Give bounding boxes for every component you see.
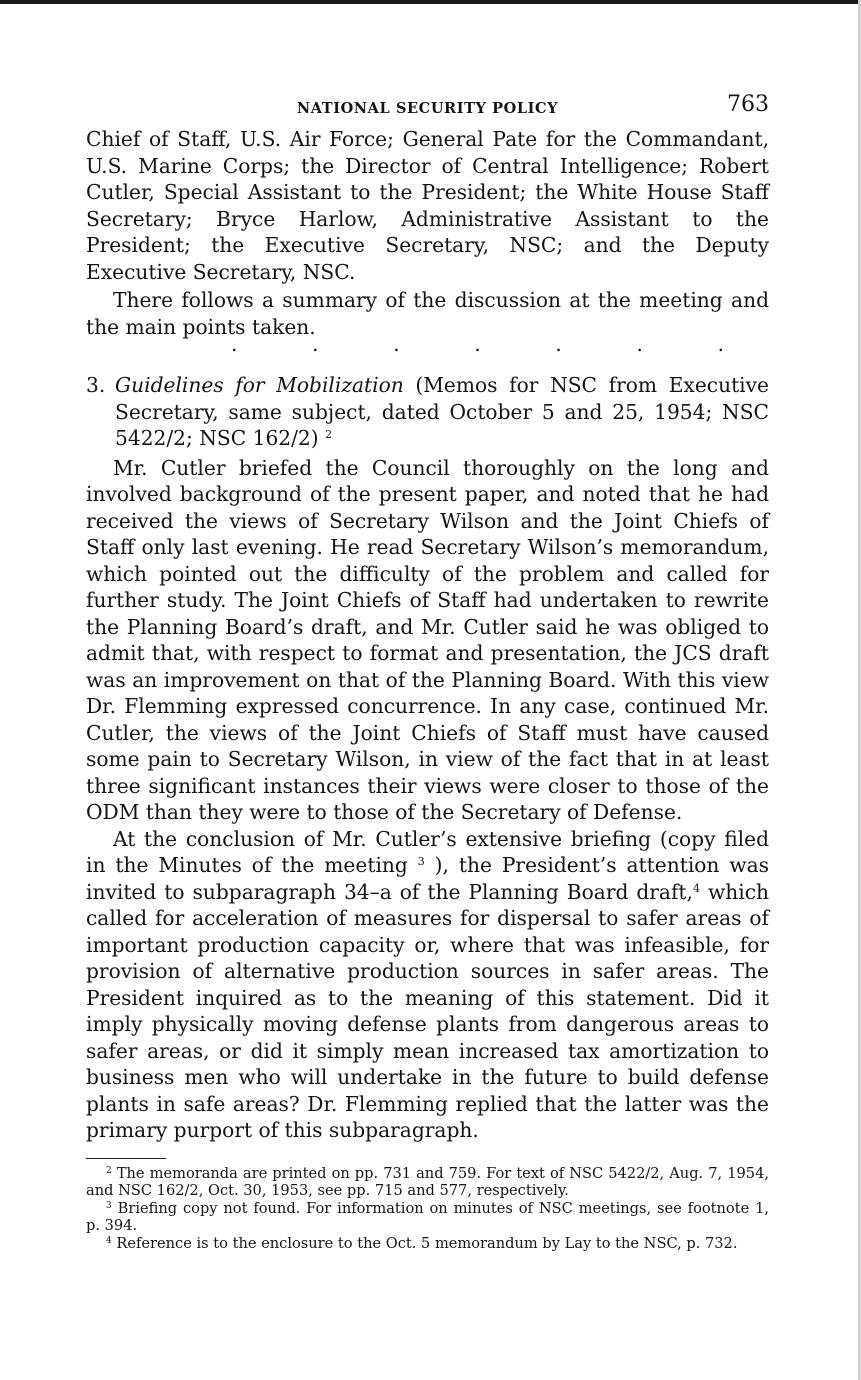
paragraph-text-part: which called for acceleration of measures for dispersal to safer areas of important production capacity or, where that was infeasible, for provision of alternative production sources in safer areas. The President inquired as to the meaning of this statement. Did it imply physically moving defense plants from dangerous areas to safer areas, or did it simply mean increased tax amortization to business men who will undertake in the future to build defense plants in safe areas? Dr. Flemming replied that the latter was the primary purport of this subparagraph. bbox=[86, 879, 769, 1142]
footnote-ref-3: 3 bbox=[417, 855, 425, 868]
footnote-ref-2: 2 bbox=[325, 428, 333, 441]
footnote-text: The memoranda are printed on pp. 731 and 759. For text of NSC 5422/2, Aug. 7, 1954, and NSC 162/2, Oct. 30, 1953, see pp. 715 and 577, respectively. bbox=[86, 1164, 769, 1199]
item-number: 3. bbox=[86, 373, 106, 397]
footnote-text: Briefing copy not found. For information on minutes of NSC meetings, see footnote 1, p. 394. bbox=[86, 1199, 770, 1234]
footnote-text: Reference is to the enclosure to the Oct. 5 memorandum by Lay to the NSC, p. 732. bbox=[116, 1234, 738, 1252]
item-title: Guidelines for Mobilization bbox=[115, 373, 404, 397]
paragraph-text-part: At the conclusion of Mr. Cutler’s extensive briefing (copy filed in the Minutes of the meeting bbox=[86, 826, 769, 877]
ellipsis-dot: . bbox=[231, 332, 238, 356]
president-inquiry-paragraph bbox=[86, 826, 769, 1144]
running-title: NATIONAL SECURITY POLICY bbox=[296, 100, 559, 117]
ellipsis-dot: . bbox=[393, 332, 400, 356]
footnote-3 bbox=[86, 1200, 769, 1235]
footnote-mark: 2 bbox=[106, 1165, 112, 1176]
footnote-2 bbox=[86, 1165, 769, 1200]
footnote-ref-4: 4 bbox=[692, 881, 700, 895]
footnote-divider bbox=[86, 1158, 166, 1159]
ellipsis-dot: . bbox=[636, 332, 643, 356]
page-number: 763 bbox=[727, 92, 769, 117]
footnote-4 bbox=[86, 1235, 769, 1253]
document-page bbox=[86, 86, 769, 1252]
running-header bbox=[86, 86, 769, 126]
cutler-briefing-paragraph: Mr. Cutler briefed the Council thoroughly on the long and involved background of the present paper, and noted that he had received the views of Secretary Wilson and the Joint Chiefs of Staff only last evening. He read Secretary Wilson’s memorandum, which pointed out the difficulty of the problem and called for further study. The Joint Chiefs of Staff had undertaken to rewrite the Planning Board’s draft, and Mr. Cutler said he was obliged to admit that, with respect to format and presentation, the JCS draft was an improvement on that of the Planning Board. With this view Dr. Flemming expressed concurrence. In any case, continued Mr. Cutler, the views of the Joint Chiefs of Staff must have caused some pain to Secretary Wilson, in view of the fact that in at least three significant instances their views were closer to those of the ODM than they were to those of the Secretary of Defense. bbox=[86, 455, 769, 824]
attendees-paragraph: Chief of Staff, U.S. Air Force; General Pate for the Commandant, U.S. Marine Corps; the Director of Central Intelligence; Robert Cutler, Special Assistant to the President; the White House Staff Secretary; Bryce Harlow, Administrative Assistant to the President; the Executive Secretary, NSC; and the Deputy Executive Secretary, NSC. bbox=[86, 127, 769, 284]
item-reference-text: (Memos for NSC from Executive Secretary, same subject, dated October 5 and 25, 1954; NSC 5422/2; NSC 162/2) bbox=[115, 373, 769, 450]
paragraph-text-part: ), the President’s attention was invited to subparagraph 34–a of the Planning Board draft, bbox=[86, 853, 770, 904]
ellipsis-dot: . bbox=[474, 332, 481, 356]
agenda-item-3 bbox=[86, 372, 769, 452]
footnote-mark: 4 bbox=[106, 1235, 112, 1246]
ellipsis-dot: . bbox=[312, 332, 319, 356]
summary-intro-paragraph: There follows a summary of the discussion at the meeting and the main points taken. bbox=[86, 288, 769, 339]
top-border-rule bbox=[0, 0, 861, 4]
footnote-mark: 3 bbox=[106, 1200, 112, 1211]
ellipsis-dot: . bbox=[555, 332, 562, 356]
ellipsis-dot: . bbox=[717, 332, 724, 356]
